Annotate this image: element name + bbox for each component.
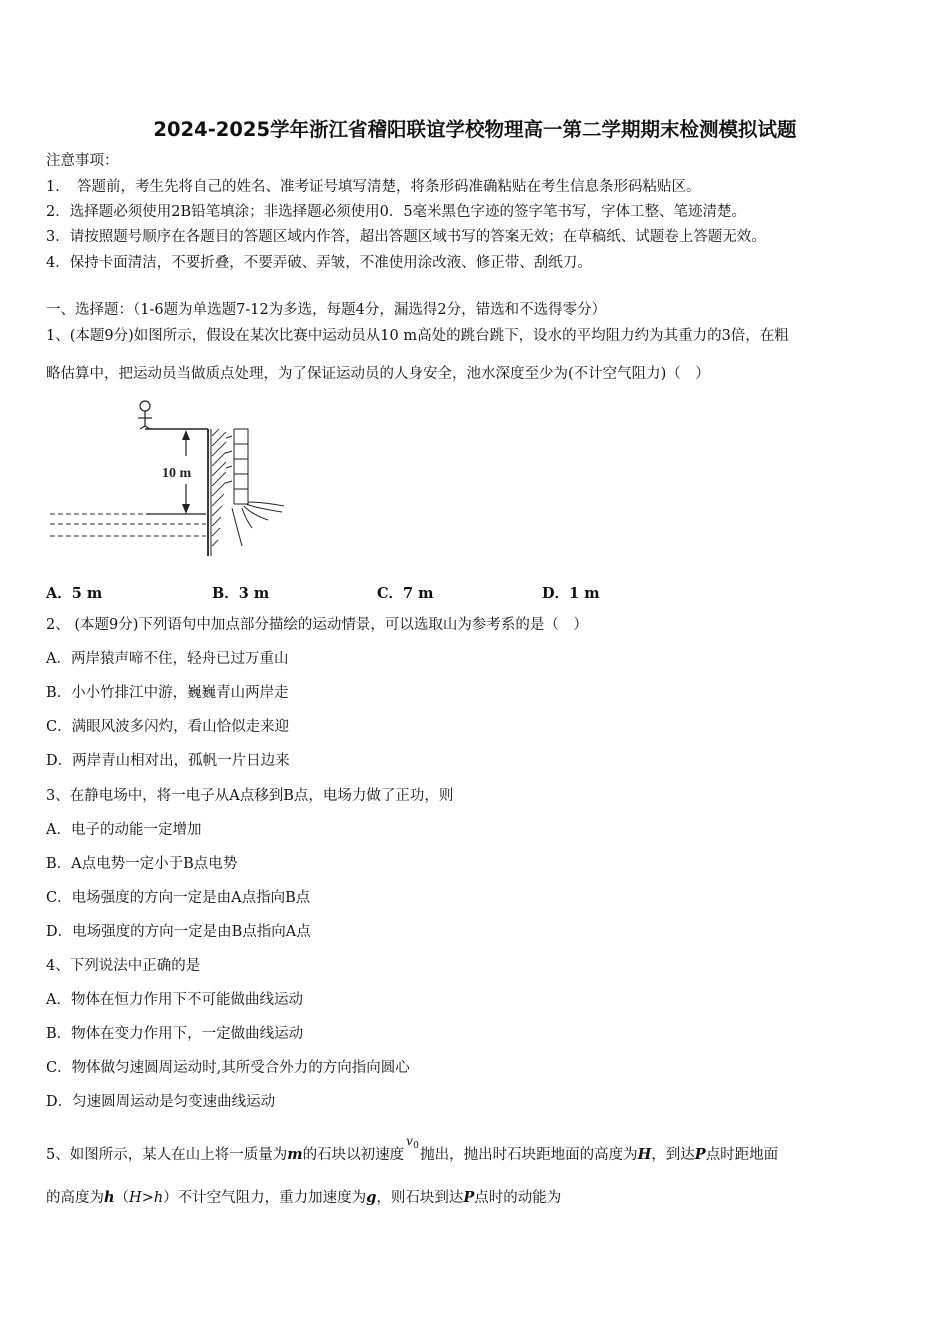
question-1-stem-cont: 略估算中，把运动员当做质点处理，为了保证运动员的人身安全，池水深度至少为(不计空气阻力)（ ） xyxy=(46,366,710,382)
notice-item: 3．请按照题号顺序在各题目的答题区域内作答，超出答题区域书写的答案无效；在草稿纸、试题卷上答题无效。 xyxy=(46,229,766,245)
notice-item: 1． 答题前，考生先将自己的姓名、准考证号填写清楚，将条形码准确粘贴在考生信息条形码粘贴区。 xyxy=(46,179,701,195)
notice-item: 4．保持卡面清洁，不要折叠，不要弄破、弄皱，不准使用涂改液、修正带、刮纸刀。 xyxy=(46,255,592,271)
question-4-option-c: C．物体做匀速圆周运动时,其所受合外力的方向指向圆心 xyxy=(46,1060,410,1076)
question-3-stem: 3、在静电场中，将一电子从A点移到B点，电场力做了正功，则 xyxy=(46,788,454,804)
question-4-stem: 4、下列说法中正确的是 xyxy=(46,958,201,974)
question-1-option-a: A．5 m xyxy=(46,585,103,602)
question-3-option-b: B．A点电势一定小于B点电势 xyxy=(46,856,238,872)
question-1-stem: 1、(本题9分)如图所示，假设在某次比赛中运动员从10 m高处的跳台跳下，设水的平均阻力约为其重力的3倍，在粗 xyxy=(46,328,789,344)
question-3-option-c: C．电场强度的方向一定是由A点指向B点 xyxy=(46,890,311,906)
question-2-stem: 2、 (本题9分)下列语句中加点部分描绘的运动情景，可以选取山为参考系的是（ ） xyxy=(46,617,588,633)
question-3-option-d: D．电场强度的方向一定是由B点指向A点 xyxy=(46,924,311,940)
question-2-option-a: A．两岸猿声啼不住，轻舟已过万重山 xyxy=(46,651,289,667)
question-3-option-a: A．电子的动能一定增加 xyxy=(46,822,202,838)
question-1-option-d: D．1 m xyxy=(542,585,600,602)
notice-item: 2．选择题必须使用2B铅笔填涂；非选择题必须使用0．5毫米黑色字迹的签字笔书写，字体工整、笔迹清楚。 xyxy=(46,204,747,220)
question-4-option-b: B．物体在变力作用下，一定做曲线运动 xyxy=(46,1026,304,1042)
question-5-stem-cont: 的高度为h（H>h）不计空气阻力，重力加速度为g，则石块到达P点时的动能为 xyxy=(46,1189,562,1206)
question-2-option-d: D．两岸青山相对出，孤帆一片日边来 xyxy=(46,753,290,769)
question-4-option-d: D．匀速圆周运动是匀变速曲线运动 xyxy=(46,1094,276,1110)
question-5-stem: 5、如图所示，某人在山上将一质量为m的石块以初速度 v 0 抛出，抛出时石块距地面的高度为H，到达P点时距地面 xyxy=(46,1134,779,1163)
question-1-option-c: C．7 m xyxy=(377,585,434,602)
question-4-option-a: A．物体在恒力作用下不可能做曲线运动 xyxy=(46,992,303,1008)
diving-platform-figure xyxy=(46,396,291,558)
page-title: 2024-2025学年浙江省稽阳联谊学校物理高一第二学期期末检测模拟试题 xyxy=(153,118,797,141)
question-2-option-b: B．小小竹排江中游，巍巍青山两岸走 xyxy=(46,685,289,701)
notice-heading: 注意事项： xyxy=(46,153,119,169)
initial-velocity-symbol: v 0 xyxy=(406,1134,419,1151)
question-1-option-b: B．3 m xyxy=(212,585,270,602)
height-label: 10 m xyxy=(162,466,192,481)
question-2-option-c: C．满眼风波多闪灼，看山恰似走来迎 xyxy=(46,719,290,735)
section-heading: 一、选择题：（1-6题为单选题7-12为多选，每题4分，漏选得2分，错选和不选得零分） xyxy=(46,302,607,318)
